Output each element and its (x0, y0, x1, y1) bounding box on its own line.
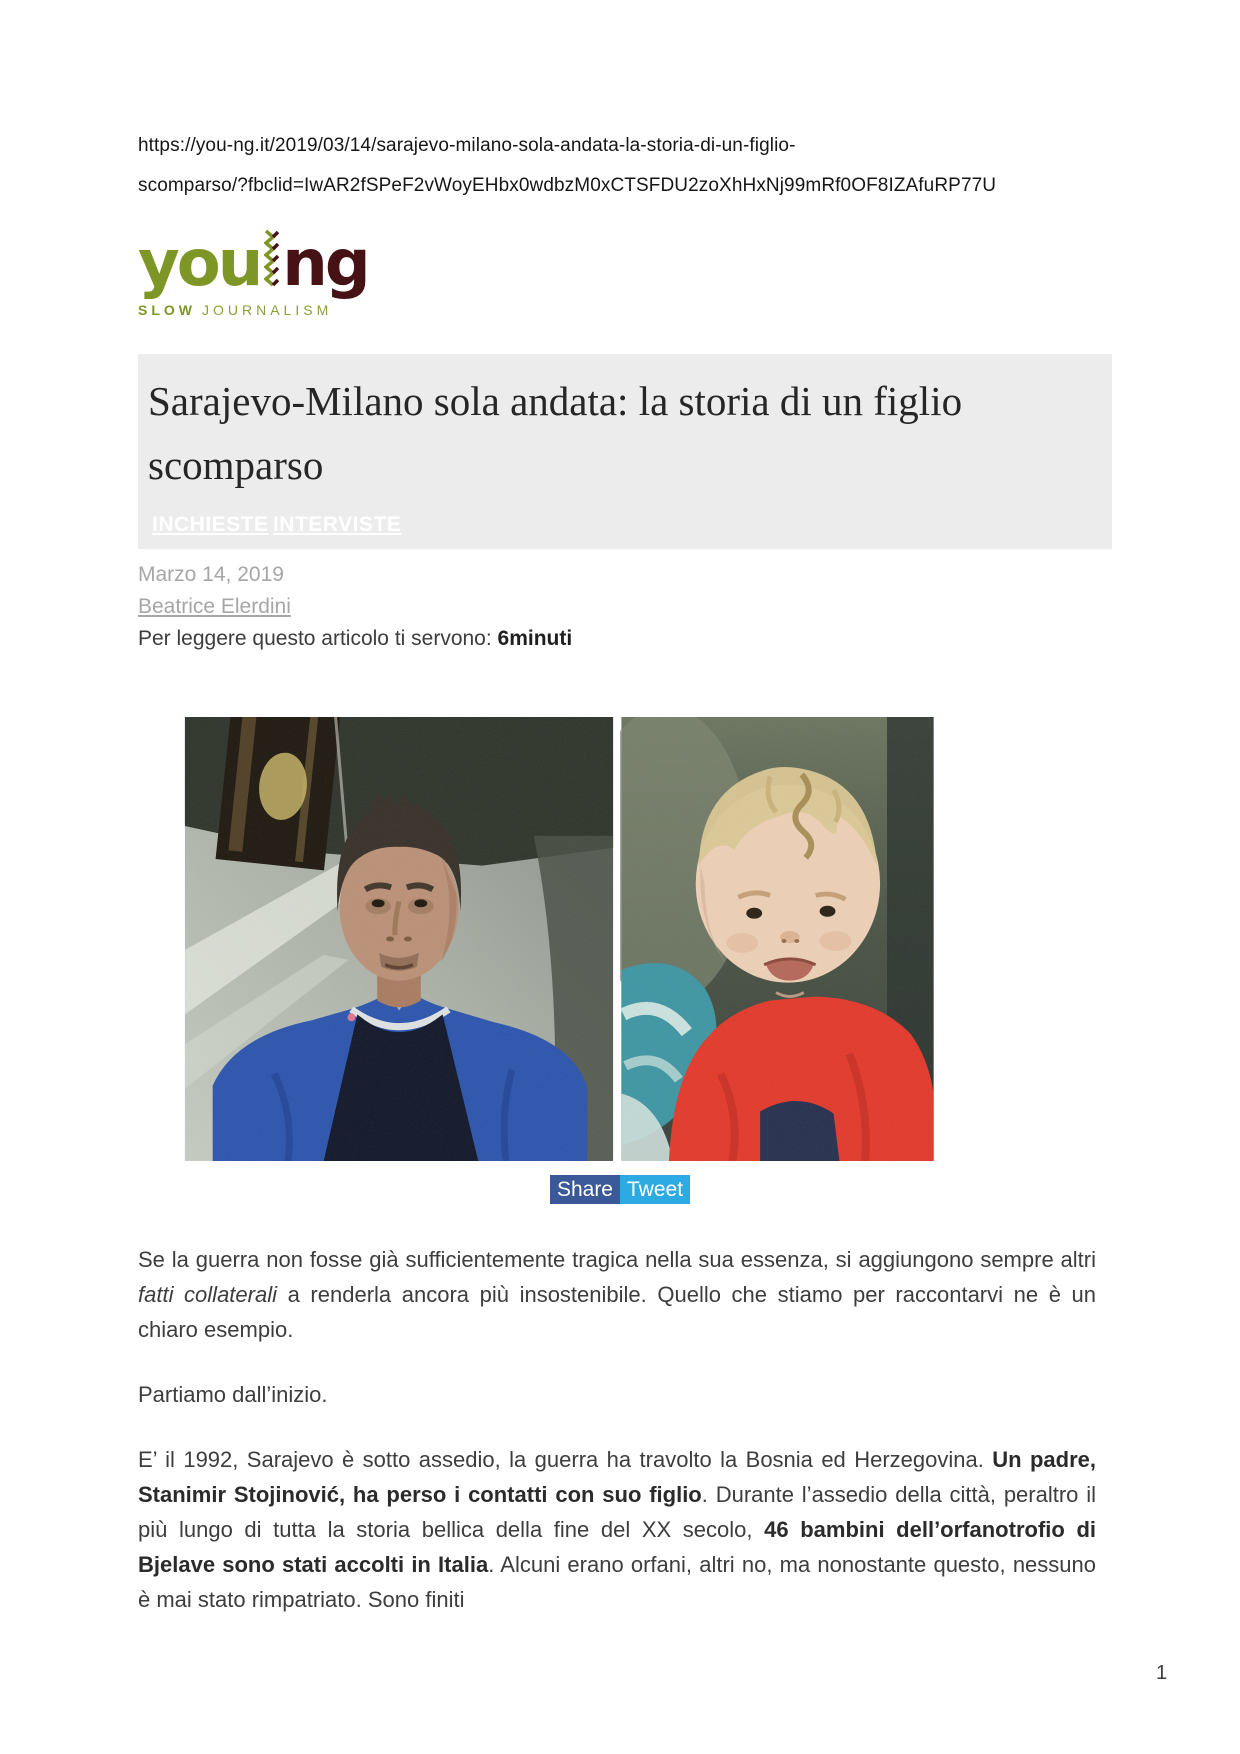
tagline-slow: SLOW (138, 302, 196, 318)
paragraph-1 (138, 1242, 1096, 1347)
article-photo (183, 717, 935, 1161)
reading-time-prefix: Per leggere questo articolo ti servono: (138, 627, 498, 651)
source-url (138, 0, 1096, 206)
share-row (0, 1175, 1240, 1204)
reading-time-value: 6minuti (497, 627, 573, 651)
category-link-interviste[interactable]: INTERVISTE (272, 513, 402, 537)
author-row (138, 591, 1096, 623)
paragraph-3-text-a: E’ il 1992, Sarajevo è sotto assedio, la guerra ha travolto la Bosnia ed Herzegovina. (138, 1447, 993, 1473)
publish-date: Marzo 14, 2019 (138, 563, 284, 587)
twitter-tweet-button[interactable]: Tweet (620, 1175, 690, 1204)
page-number: 1 (1156, 1662, 1168, 1684)
paragraph-1-text-b: a renderla ancora più insostenibile. Quello che stiamo per raccontarvi ne è un chiaro esempio. (138, 1282, 1096, 1343)
logo-tagline (138, 302, 1096, 318)
logo-zigzag-icon (264, 229, 280, 292)
source-url-line2: scomparso/?fbclid=IwAR2fSPeF2vWoyEHbx0wdbzM0xCTSFDU2zoXhHxNj99mRf0OF8IZAfuRP77U (138, 175, 997, 196)
paragraph-1-text-a: Se la guerra non fosse già sufficientemente tragica nella sua essenza, si aggiungono sempre altri (138, 1247, 1096, 1273)
category-row (148, 513, 1082, 537)
category-link-inchieste[interactable]: INCHIESTE (152, 513, 269, 537)
reading-time (138, 623, 1096, 655)
page-title: Sarajevo-Milano sola andata: la storia di un figlio scomparso (148, 378, 963, 488)
paragraph-3-text-c: . Alcuni erano orfani, altri no, ma nonostante questo, nessuno è mai stato rimpatriato. Sono finiti (138, 1552, 1096, 1613)
paragraph-3 (138, 1442, 1096, 1617)
logo-text-you: you (138, 227, 261, 301)
source-url-line1: https://you-ng.it/2019/03/14/sarajevo-milano-sola-andata-la-storia-di-un-figlio- (138, 135, 796, 156)
paragraph-3-bold-2: 46 bambini dell’orfanotrofio di Bjelave sono stati accolti in Italia (138, 1517, 1096, 1578)
paragraph-1-italic: fatti collaterali (138, 1282, 277, 1308)
paragraph-3-text-b: . Durante l’assedio della città, peraltro il più lungo di tutta la storia bellica della fine del XX secolo, (138, 1482, 1097, 1543)
young-logo (138, 224, 1096, 301)
author-link[interactable]: Beatrice Elerdini (138, 595, 291, 619)
photo-father-portrait (183, 717, 615, 1161)
photo-child-portrait (620, 717, 935, 1161)
facebook-share-button[interactable]: Share (550, 1175, 620, 1204)
article-meta (138, 559, 1096, 655)
article-body (138, 1242, 1096, 1617)
paragraph-2: Partiamo dall’inizio. (138, 1382, 328, 1408)
tagline-journalism: JOURNALISM (202, 302, 333, 318)
logo-text-ng: ng (282, 227, 368, 301)
paragraph-3-bold-1: Un padre, Stanimir Stojinović, ha perso i contatti con suo figlio (138, 1447, 1096, 1508)
title-block (138, 354, 1112, 549)
